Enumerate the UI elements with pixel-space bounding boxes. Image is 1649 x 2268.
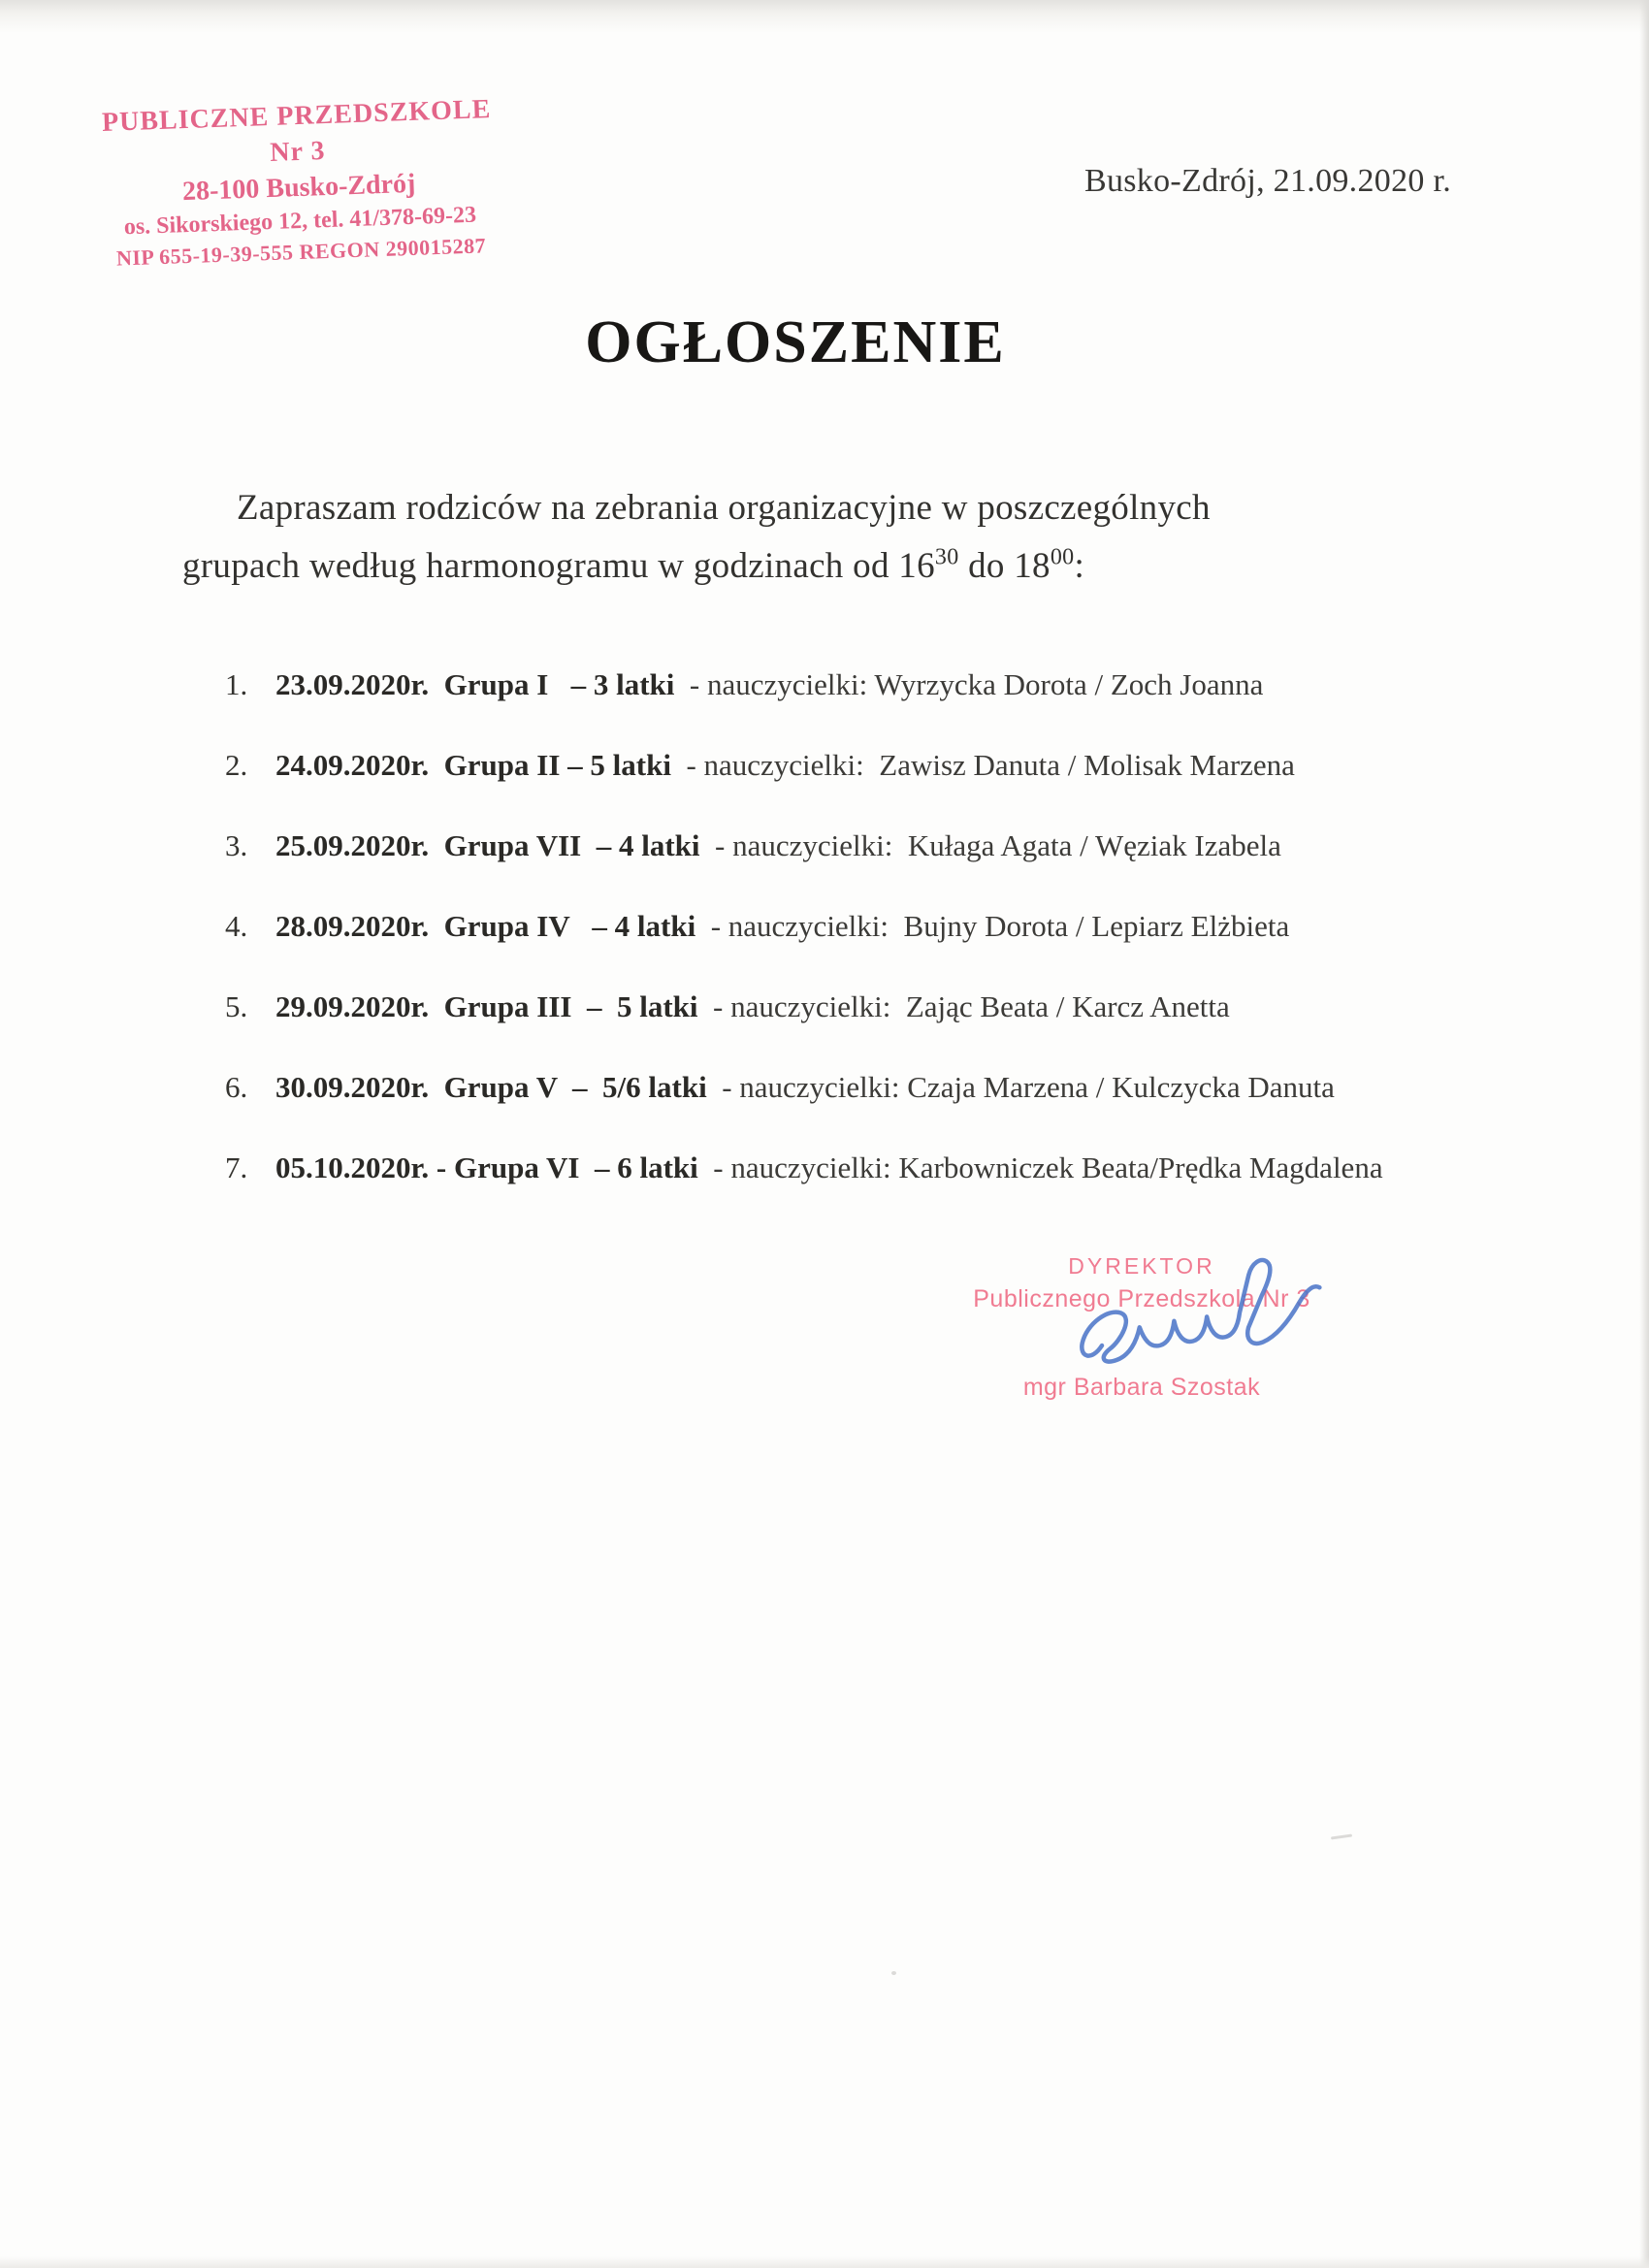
- scan-artifact: [891, 1971, 896, 1975]
- item-date-group: 28.09.2020r. Grupa IV – 4 latki: [275, 909, 696, 943]
- schedule-item: [225, 909, 1383, 989]
- item-teachers: - nauczycielki: Bujny Dorota / Lepiarz Elżbieta: [695, 909, 1290, 943]
- item-teachers: - nauczycielki: Czaja Marzena / Kulczycka Danuta: [706, 1070, 1335, 1104]
- schedule-item: [225, 748, 1383, 828]
- schedule-item: [225, 989, 1383, 1070]
- scan-edge-top: [0, 0, 1649, 33]
- place-and-date: Busko-Zdrój, 21.09.2020 r.: [1084, 163, 1452, 199]
- item-teachers: - nauczycielki: Wyrzycka Dorota / Zoch Joanna: [674, 667, 1264, 701]
- item-number: 5.: [225, 989, 248, 1023]
- intro-line2: grupach według harmonogramu w godzinach od $16^{30}$ do $18^{00}$:: [182, 544, 1085, 586]
- schedule-item: [225, 1150, 1383, 1231]
- intro-paragraph: [182, 479, 1443, 596]
- item-number: 4.: [225, 909, 248, 943]
- item-date-group: 24.09.2020r. Grupa II – 5 latki: [275, 748, 671, 782]
- schedule-item: [225, 667, 1383, 748]
- item-number: 6.: [225, 1070, 248, 1104]
- intro-line1: Zapraszam rodziców na zebrania organizacyjne w poszczególnych: [237, 488, 1211, 528]
- page-title: OGŁOSZENIE: [585, 309, 1006, 375]
- item-teachers: - nauczycielki: Kułaga Agata / Węziak Izabela: [699, 828, 1281, 862]
- schedule-list: [225, 667, 1383, 1231]
- schedule-item: [225, 828, 1383, 909]
- item-number: 2.: [225, 748, 248, 782]
- item-teachers: - nauczycielki: Karbowniczek Beata/Prędka Magdalena: [697, 1150, 1383, 1184]
- signature-role: DYREKTOR: [1068, 1253, 1215, 1279]
- item-number: 7.: [225, 1150, 248, 1184]
- scan-artifact: [1331, 1833, 1352, 1839]
- stamp-nip-regon: NIP 655-19-39-555 REGON 290015287: [115, 232, 487, 271]
- time-superscript-00: 00: [1050, 544, 1075, 570]
- item-date-group: 05.10.2020r. - Grupa VI – 6 latki: [275, 1150, 698, 1184]
- handwritten-signature-ink: [1067, 1250, 1330, 1378]
- item-number: 1.: [225, 667, 248, 701]
- scan-edge-right: [1639, 0, 1649, 2268]
- item-date-group: 23.09.2020r. Grupa I – 3 latki: [275, 667, 675, 701]
- stamp-institution-name: PUBLICZNE PRZEDSZKOLE Nr 3: [101, 94, 492, 168]
- item-teachers: - nauczycielki: Zawisz Danuta / Molisak Marzena: [670, 748, 1295, 782]
- time-superscript-30: 30: [934, 544, 959, 570]
- schedule-item: [225, 1070, 1383, 1150]
- item-date-group: 25.09.2020r. Grupa VII – 4 latki: [275, 828, 700, 862]
- stamp-city: 28-100 Busko-Zdrój: [181, 168, 416, 208]
- institution-stamp: [92, 92, 505, 273]
- item-date-group: 29.09.2020r. Grupa III – 5 latki: [275, 989, 698, 1023]
- signature-name: mgr Barbara Szostak: [1022, 1374, 1261, 1401]
- stamp-address-phone: os. Sikorskiego 12, tel. 41/378-69-23: [123, 202, 477, 241]
- scan-edge-bottom: [0, 2256, 1649, 2268]
- item-number: 3.: [225, 828, 248, 862]
- item-date-group: 30.09.2020r. Grupa V – 5/6 latki: [275, 1070, 707, 1104]
- signature-organization: Publicznego Przedszkola Nr 3: [973, 1285, 1310, 1312]
- item-teachers: - nauczycielki: Zając Beata / Karcz Anetta: [697, 989, 1230, 1023]
